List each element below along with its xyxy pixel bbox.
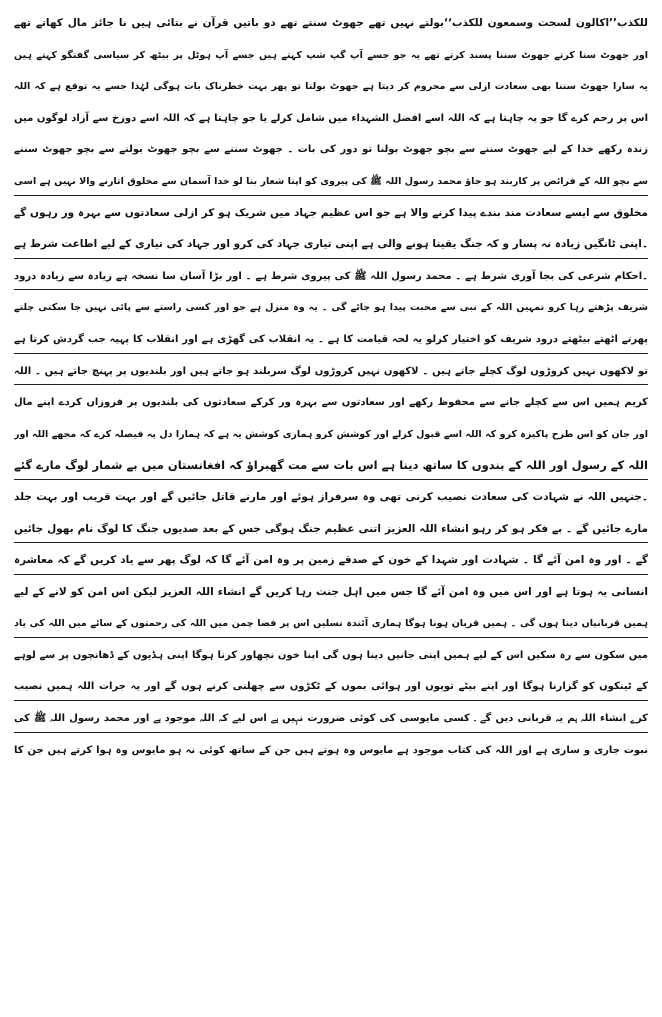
text-line: اور جان کو اس طرح پاکیزہ کرو کہ اللہ اسے قبول کرلے اور کوشش کرو ہماری کوشش یہ ہے کہ ہمارا دل یہ فیصلہ کرے کہ مجھے اللہ اور bbox=[14, 428, 648, 440]
text-line: مارے جائیں گے ۔ بے فکر ہو کر رہو انشاء اللہ العزیز اتنی عظیم جنگ ہوگی جس کے بعد صدیوں جنگ کا لوگ نام بھول جائیں bbox=[14, 514, 648, 546]
text-line: شریف پڑھتے رہا کرو تمہیں اللہ کے نبی سے محبت پیدا ہو جائے گی ۔ یہ وہ منزل ہے جو اور کسی راستے سے پائی نہیں جا سکتی چلتے bbox=[14, 302, 648, 314]
text-line: میں سکون سے رہ سکیں اس کے لیے ہمیں اپنی جانیں دینا ہوں گی اپنا خون نچھاور کرنا ہوگا اپنی ہڈیوں کے ڈھانچوں پر سے لوہے bbox=[14, 649, 648, 661]
text-line: کے ٹینکوں کو گزارنا ہوگا اور اپنے بیٹے توپوں اور ہوائی بموں کے ٹکڑوں سے چھلنی کرنے ہوں گے اور یہ جرات اللہ ہمیں نصیب bbox=[14, 671, 648, 703]
document-body bbox=[14, 8, 648, 766]
text-line: گے ۔ اور وہ امن آئے گا ۔ شہادت اور شہدا کے خون کے صدقے زمین پر وہ امن آئے گا کہ لوگ پھر سے یاد کریں گے کہ معاشرہ bbox=[14, 545, 648, 577]
text-line: اس پر رحم کرے گا جو یہ چاہتا ہے کہ اللہ اسے افضل الشہداء میں شامل کرلے یا جو چاہتا ہے کہ اللہ اسے دوزخ سے آزاد لوگوں میں bbox=[14, 112, 648, 124]
text-line: للکذب’’اکالون لسحت وسمعون للکذب‘‘بولتے نہیں تھے جھوٹ سنتے تھے دو باتیں قرآن نے بتائی ہیں نا جائز مال کھاتے تھے bbox=[14, 17, 648, 29]
text-line: زندہ رکھے خدا کے لیے جھوٹ سننے سے بچو جھوٹ بولنا تو دور کی بات ۔ جھوٹ سننے سے بچو جھوٹ بولنے سے بچو جھوٹ سننے bbox=[14, 144, 648, 156]
text-line: اللہ کے رسول اور اللہ کے بندوں کا ساتھ دینا ہے اس بات سے مت گھبراؤ کہ افغانستان میں بے شمار لوگ مارے گئے bbox=[14, 450, 648, 482]
text-line: پھرتے اٹھتے بیٹھتے درود شریف کو اختیار کرلو یہ لحہ قیامت کا ہے ۔ یہ انقلاب کی گھڑی ہے اور انقلاب کا پہیہ جب گردش کرتا ہے bbox=[14, 324, 648, 356]
text-line: کریم ہمیں اس سے کچلے جانے سے محفوظ رکھے اور سعادتوں سے بہرہ ور کرکے سعادتوں کی بلندیوں پر فروزاں کردے اپنے مال bbox=[14, 397, 648, 409]
text-line: ۔احکام شرعی کی بجا آوری شرط ہے ۔ محمد رسول اللہ ﷺ کی پیروی شرط ہے ۔ اور بڑا آسان سا نسخہ ہے زیادہ سے زیادہ درود bbox=[14, 261, 648, 293]
text-line: ۔اپنی ٹانگیں زیادہ نہ پسار و کہ جنگ یقینا ہونے والی ہے اپنی تیاری جہاد کی کرو اور جہاد کی تیاری کے لیے اطاعت شرط ہے bbox=[14, 229, 648, 261]
text-line: ہمیں قربانیاں دینا ہوں گی ۔ ہمیں قربان ہونا ہوگا ہماری آئندہ نسلیں اس پر فضا چمن میں اللہ کی رحمتوں کے سائے میں اللہ کی یاد bbox=[14, 608, 648, 640]
text-line: اور جھوٹ سنا کرتے جھوٹ سننا پسند کرتے تھے یہ جو جسے آپ گپ شپ کہتے ہیں جسے آپ ہوٹل پر بیٹھ کر سیاسی گفتگو کہتے ہیں bbox=[14, 49, 648, 61]
text-line: ۔جنہیں اللہ نے شہادت کی سعادت نصیب کرنی تھی وہ سرفراز ہوئے اور مارنے قاتل جائیں گے اور بہت قریب اور بہت جلد bbox=[14, 490, 648, 503]
text-line: نبوت جاری و ساری ہے اور اللہ کی کتاب موجود ہے مایوس وہ ہوتے ہیں جن کے ساتھ کوئی نہ ہو مایوس وہ ہوا کرتے ہیں جن کا bbox=[14, 744, 648, 756]
text-line: سے بچو اللہ کے فرائض پر کاربند ہو جاؤ محمد رسول اللہ ﷺ کی پیروی کو اپنا شعار بنا لو خدا آسمان سے مخلوق اتارنے والا نہیں ہے اسی bbox=[14, 166, 648, 198]
text-line: یہ سارا جھوٹ سننا بھی سعادت ازلی سے محروم کر دیتا ہے جھوٹ بولنا تو پھر بہت خطرناک بات ہوگی لہٰذا جسے یہ توقع ہے کہ اللہ bbox=[14, 81, 648, 93]
text-line: مخلوق سے ایسے سعادت مند بندے پیدا کرنے والا ہے جو اس عظیم جہاد میں شریک ہو کر ازلی سعادتوں سے بہرہ ور رہوں گے bbox=[14, 206, 648, 219]
text-line: انسانی یہ ہوتا ہے اور اس میں وہ امن آئے گا جس میں اہل جنت رہا کریں گے انشاء اللہ العزیز لیکن اس امن کو لانے کے لیے bbox=[14, 585, 648, 598]
text-line: کرے انشاء اللہ ہم یہ قربانی دیں گے ۔ کسی مایوسی کی کوئی ضرورت نہیں ہے اس لیے کہ اللہ موجود ہے اور محمد رسول اللہ ﷺ کی bbox=[14, 703, 648, 735]
text-line: تو لاکھوں نہیں کروڑوں لوگ کچلے جاتے ہیں ۔ لاکھوں نہیں کروڑوں لوگ سربلند ہو جاتے ہیں اور بلندیوں پر پہنچ جاتے ہیں ۔ اللہ bbox=[14, 356, 648, 388]
